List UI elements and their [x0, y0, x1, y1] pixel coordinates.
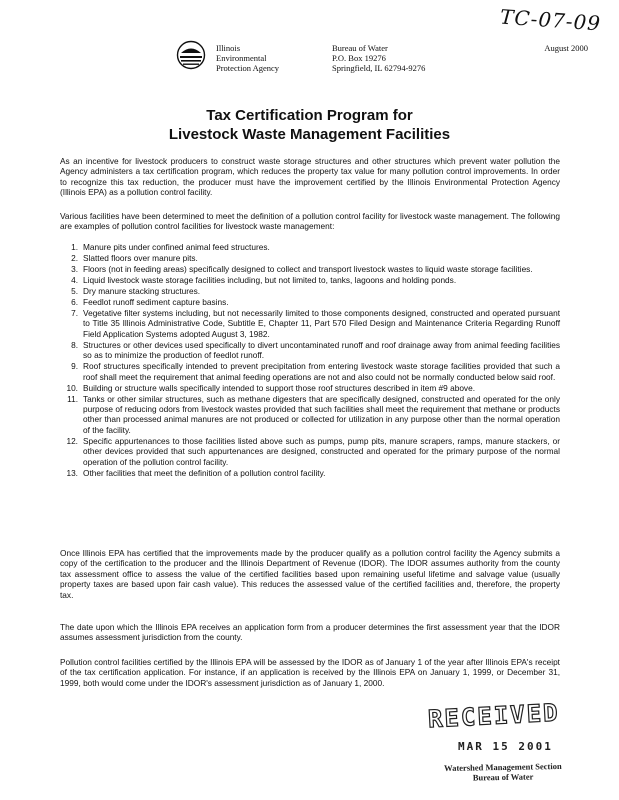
list-item: 13. Other facilities that meet the definition of a pollution control facility.	[66, 467, 326, 478]
document-date: August 2000	[544, 43, 588, 53]
facilities-intro-paragraph: Various facilities have been determined to meet the definition of a pollution control facility for livestock waste management. The following are examples of pollution control facilities for livestock waste management:	[60, 211, 560, 232]
application-date-paragraph: The date upon which the Illinois EPA receives an application form from a producer determines the first assessment year that the IDOR assumes assessment jurisdiction from the county.	[60, 622, 560, 643]
intro-paragraph: As an incentive for livestock producers to construct waste storage structures and other structures which prevent water pollution the Agency administers a tax certification program, which reduces the property tax value for many pollution control improvements. In order to recognize this tax reduction, the producer must have the improvement certified by the Illinois Environmental Protection Agency (Illinois EPA) as a pollution control facility.	[60, 156, 560, 198]
letterhead	[176, 40, 596, 84]
list-item: 12. Specific appurtenances to those facilities listed above such as pumps, pump pits, manure scrapers, ramps, manure stackers, or other devices provided that such appurtenances are designed, constructed and operated for the primary purpose of the normal operation of the pollution control facility.	[66, 435, 560, 467]
stamp-date: MAR 15 2001	[458, 740, 553, 753]
certification-paragraph: Once Illinois EPA has certified that the improvements made by the producer qualify as a pollution control facility the Agency submits a copy of the certification to the producer and the Illinois Department of Revenue (IDOR). The IDOR assumes authority from the county tax assessment office to assess the value of the certified facilities based upon remaining useful lifetime and salvage value (usually property taxes are based upon fair cash value). This reduces the assessed value of the certified facilities and, therefore, the property tax.	[60, 548, 560, 600]
illinois-epa-logo	[176, 40, 206, 70]
list-item: 9. Roof structures specifically intended to prevent precipitation from entering livestock waste storage facilities provided that such a roof shall meet the requirement that animal feeding operations are not and also could not be normally conducted below said roof.	[71, 361, 560, 382]
stamp-received-text: RECEIVED	[427, 698, 561, 734]
list-item: 11. Tanks or other similar structures, such as methane digesters that are specifically designed, constructed and operated for the only purpose of reducing odors from livestock wastes provided that such facilities shall meet the requirement that methane or products other than processed animal manures are not produced or collected for utilization in any purpose other than the normal operation of the facility.	[67, 393, 560, 435]
list-item: 7. Vegetative filter systems including, but not necessarily limited to those components designed, constructed and operated pursuant to Title 35 Illinois Administrative Code, Subtitle E, Chapter 11, Part 570 Filed Design and Maintenance Criteria Regarding Runoff Field Application Systems adopted August 3, 1982.	[71, 308, 560, 339]
list-item: 4. Liquid livestock waste storage facilities including, but not limited to, tanks, lagoons and holding ponds.	[71, 275, 457, 285]
received-stamp	[418, 700, 588, 795]
assessment-paragraph: Pollution control facilities certified by the Illinois EPA will be assessed by the IDOR as of January 1 of the year after Illinois EPA's receipt of the tax certification application. For instance, if an application is received by the Illinois EPA on January 1, 1999, or December 31, 1999, both would come under the IDOR's assessment jurisdiction as of January 1, 2000.	[60, 657, 560, 688]
bureau-address: Bureau of Water P.O. Box 19276 Springfield, IL 62794-9276	[332, 43, 426, 73]
handwritten-reference: TC-07-09	[499, 4, 602, 36]
list-item: 10. Building or structure walls specifically intended to support those roof structures described in item #9 above.	[66, 382, 475, 393]
list-item: 1. Manure pits under confined animal feed structures.	[71, 242, 270, 252]
list-item: 2. Slatted floors over manure pits.	[71, 253, 198, 263]
list-item: 5. Dry manure stacking structures.	[71, 286, 201, 296]
list-item: 6. Feedlot runoff sediment capture basins.	[71, 297, 229, 307]
agency-name: Illinois Environmental Protection Agency	[216, 43, 280, 73]
list-item: 8. Structures or other devices used specifically to divert uncontaminated runoff and roof drainage away from animal feeding facilities so as to minimize the production of feedlot runoff.	[71, 339, 560, 361]
facility-examples-list	[60, 242, 560, 479]
document-title: Tax Certification Program for Livestock Waste Management Facilities	[168, 107, 451, 143]
stamp-department: Watershed Management Section Bureau of Water	[444, 760, 562, 783]
list-item: 3. Floors (not in feeding areas) specifically designed to collect and transport livestock wastes to liquid waste storage facilities.	[71, 264, 533, 274]
